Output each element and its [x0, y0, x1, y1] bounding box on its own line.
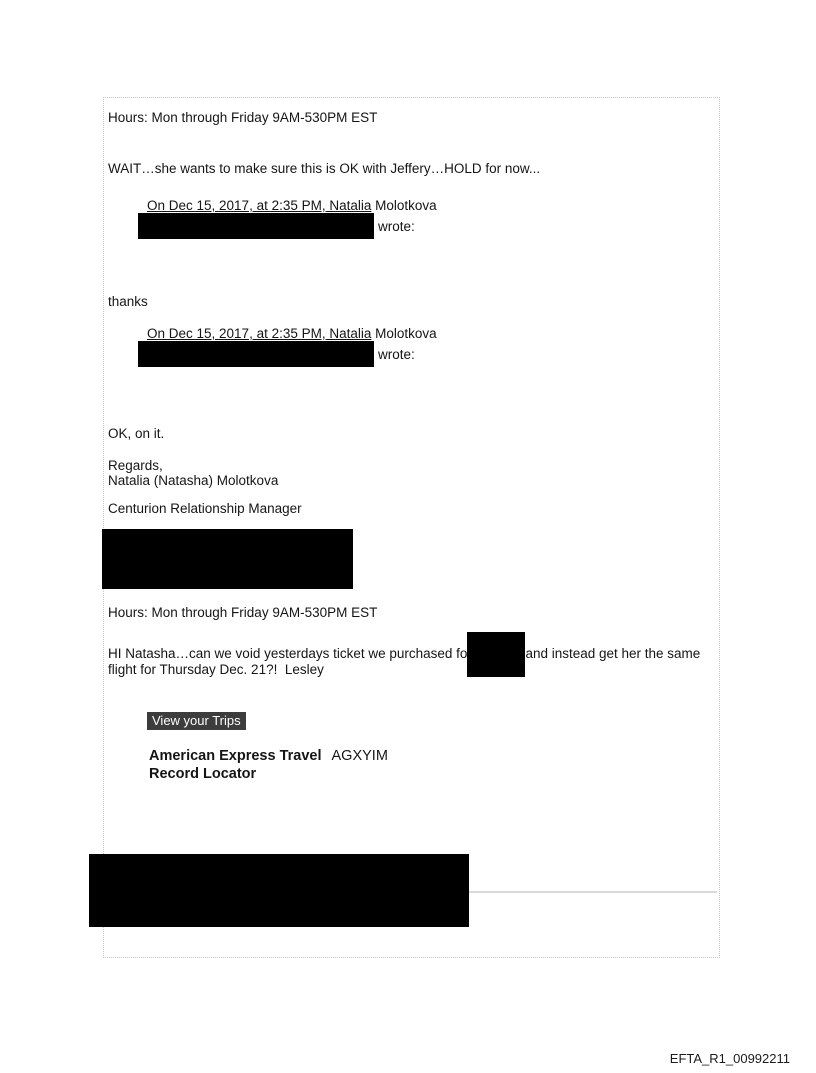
request-paragraph — [108, 646, 720, 677]
redaction-box-name — [467, 632, 525, 677]
redaction-box-email-2 — [138, 341, 374, 367]
quoted-email-2 — [138, 326, 437, 367]
signature-block — [108, 458, 278, 488]
quote-date-link-1[interactable]: On Dec 15, 2017, at 2:35 PM, Natalia — [147, 198, 372, 213]
quoted-email-1 — [138, 198, 437, 239]
request-line-2: flight for Thursday Dec. 21?! Lesley — [108, 661, 324, 677]
ok-text: OK, on it. — [108, 426, 165, 441]
hours-text-2: Hours: Mon through Friday 9AM-530PM EST — [108, 605, 378, 620]
quote-attribution-2 — [138, 326, 437, 341]
redaction-box-signature — [102, 529, 353, 589]
quote-redacted-line-1 — [138, 213, 437, 239]
amex-line-1 — [149, 747, 388, 765]
view-trips-wrap — [147, 712, 246, 730]
request-line-1 — [108, 646, 720, 662]
hours-text-1: Hours: Mon through Friday 9AM-530PM EST — [108, 110, 378, 125]
request-text-after-redaction: and instead get her the same — [525, 646, 701, 661]
signature-name: Natalia (Natasha) Molotkova — [108, 473, 279, 488]
amex-record-code: AGXYIM — [331, 748, 388, 764]
quote-name-1: Molotkova — [371, 198, 437, 213]
quote-attribution-1 — [138, 198, 437, 213]
amex-brand-text: American Express Travel — [149, 748, 322, 764]
wrote-text-2: wrote: — [378, 346, 415, 362]
redaction-box-email-1 — [138, 213, 374, 239]
request-text-before-redaction: HI Natasha…can we void yesterdays ticket we purchased fo — [108, 646, 468, 661]
redaction-box-footer — [89, 854, 469, 927]
quote-redacted-line-2 — [138, 341, 437, 367]
thanks-text: thanks — [108, 294, 148, 309]
signature-title: Centurion Relationship Manager — [108, 501, 302, 516]
document-page — [103, 97, 720, 958]
amex-record-locator-block — [149, 747, 388, 783]
regards-text: Regards, — [108, 458, 163, 473]
quote-date-link-2[interactable]: On Dec 15, 2017, at 2:35 PM, Natalia — [147, 326, 372, 341]
divider-line — [469, 891, 717, 893]
bates-number: EFTA_R1_00992211 — [669, 1051, 790, 1066]
view-your-trips-link[interactable]: View your Trips — [147, 712, 246, 730]
wait-hold-text: WAIT…she wants to make sure this is OK with Jeffery…HOLD for now... — [108, 161, 541, 176]
quote-name-2: Molotkova — [371, 326, 437, 341]
amex-label-text: Record Locator — [149, 766, 257, 782]
amex-line-2 — [149, 765, 388, 783]
wrote-text-1: wrote: — [378, 218, 415, 234]
